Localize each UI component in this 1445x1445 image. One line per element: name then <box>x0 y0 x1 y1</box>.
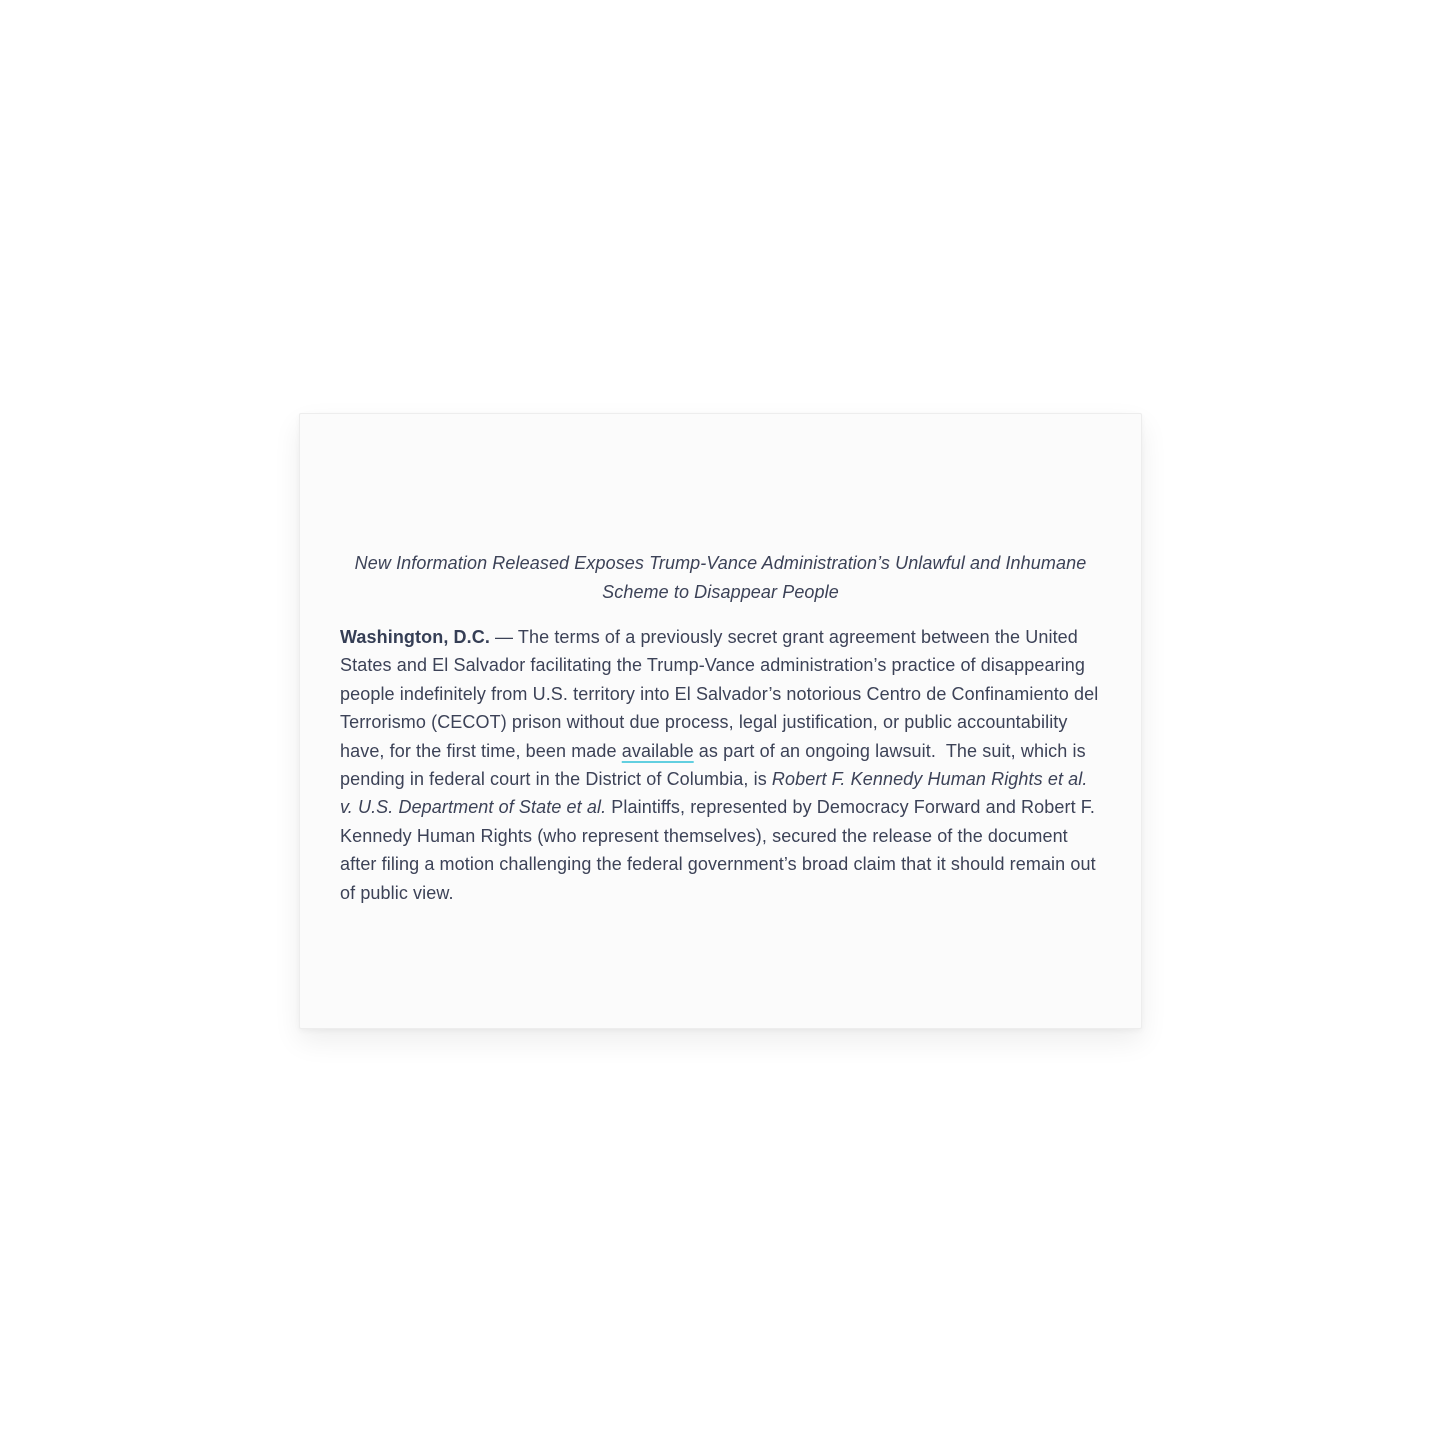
dateline: Washington, D.C. <box>340 627 490 647</box>
press-release-card <box>299 413 1142 1029</box>
body-text-part-1: — The terms of a previously secret grant agreement between the United States and El Salvador facilitating the Trump-Vance administration’s practice of disappearing people indefinitely from U.S. territory into El Salvador’s notorious Centro de Confinamiento del Terrorismo (CECOT) prison without due process, legal justification, or public accountability have, for the first time, been made <box>340 627 1099 761</box>
press-release-headline: New Information Released Exposes Trump-Vance Administration’s Unlawful and Inhumane Scheme to Disappear People <box>354 553 1087 602</box>
body-text-part-3: Plaintiffs, represented by Democracy Forward and Robert F. Kennedy Human Rights (who represent themselves), secured the release of the document after filing a motion challenging the federal government’s broad claim that it should remain out of public view. <box>340 797 1096 903</box>
body-text-part-2: as part of an ongoing lawsuit. The suit, which is pending in federal court in the District of Columbia, is <box>340 740 1086 790</box>
press-release-paragraph <box>340 623 1101 907</box>
case-name: Robert F. Kennedy Human Rights et al. v. U.S. Department of State et al. <box>340 769 1088 818</box>
available-link[interactable]: available <box>621 740 694 761</box>
